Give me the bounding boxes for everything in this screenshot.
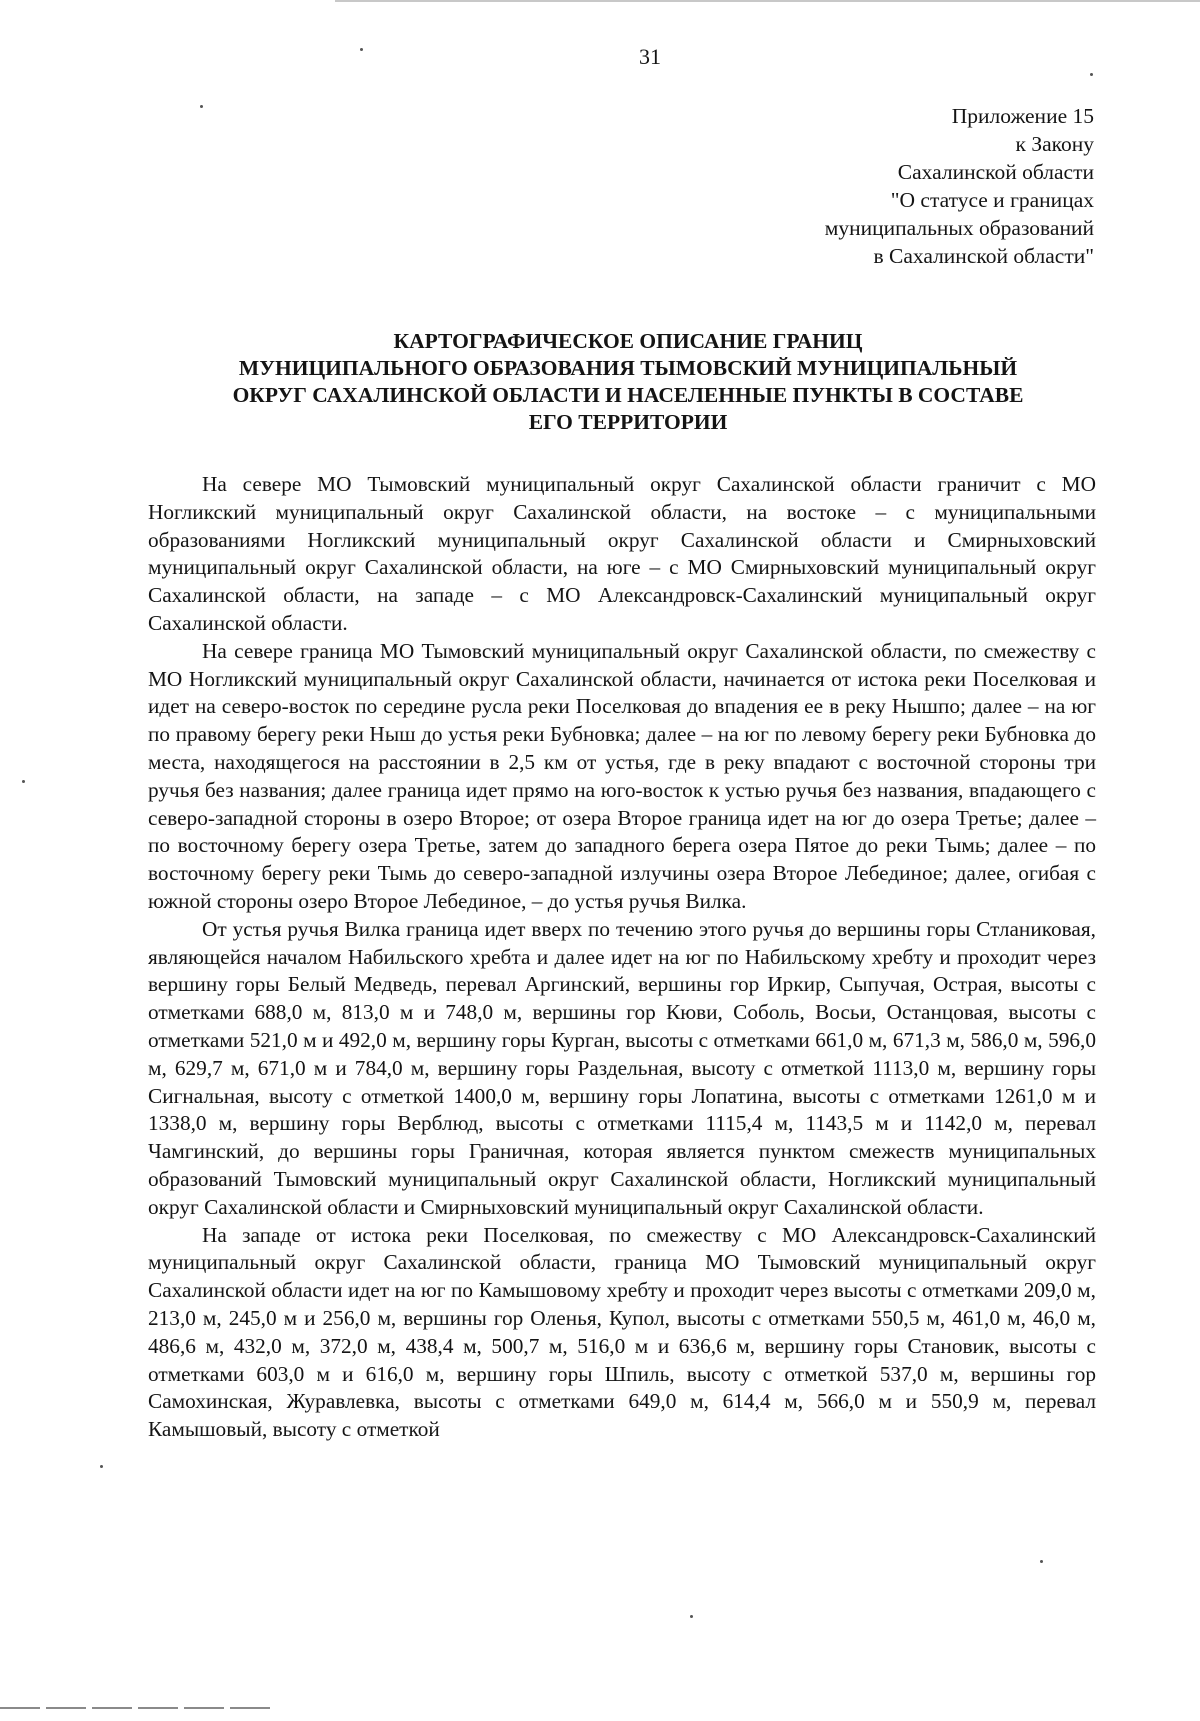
scan-speck [100,1465,103,1468]
paragraph-north-boundary: На севере граница МО Тымовский муниципальный округ Сахалинской области, по смежеству с МО Ногликский муниципальный округ Сахалинской области, начинается от истока реки Поселковая и идет на северо-восток по середине русла реки Поселковая до впадения ее в реку Нышпо; далее – на юг по правому берегу реки Ныш до устья реки Бубновка; далее – на юг по левому берегу реки Бубновка до места, находящегося на расстоянии в 2,5 км от устья, где в реку впадают с восточной стороны три ручья без названия; далее граница идет прямо на юго-восток к устью ручья без названия, впадающего с северо-западной стороны в озеро Второе; от озера Второе граница идет на юг до озера Третье; далее – по восточному берегу озера Третье, затем до западного берега озера Пятое до реки Тымь; далее – по восточному берегу реки Тымь до северо-западной излучины озера Второе Лебединое; далее, огибая с южной стороны озеро Второе Лебединое, – до устья ручья Вилка. [148,638,1096,913]
page-number: 31 [639,44,661,69]
paragraph-west-boundary: На западе от истока реки Поселковая, по смежеству с МО Александровск-Сахалинский муниципальный округ Сахалинской области, граница МО Тымовский муниципальный округ Сахалинской области идет на юг по Камышовому хребту и проходит через высоты с отметками 209,0 м, 213,0 м, 245,0 м и 256,0 м, вершины гор Оленья, Купол, высоты с отметками 550,5 м, 461,0 м, 46,0 м, 486,6 м, 432,0 м, 372,0 м, 438,4 м, 500,7 м, 516,0 м и 636,6 м, вершину горы Становик, высоты с отметками 603,0 м и 616,0 м, вершину горы Шпиль, высоту с отметкой 537,0 м, вершины гор Самохинская, Журавлевка, высоты с отметками 649,0 м, 614,4 м, 566,0 м и 550,9 м, перевал Камышовый, высоту с отметкой [148,1222,1096,1442]
appendix-reference [825,102,1094,270]
scan-artifact-bottom [0,1707,270,1709]
title-line: ЕГО ТЕРРИТОРИИ [528,410,728,434]
scan-speck [1040,1560,1043,1563]
scan-speck [360,48,363,51]
paragraph-neighbors: На севере МО Тымовский муниципальный округ Сахалинской области граничит с МО Ногликский муниципальный округ Сахалинской области, на востоке – с муниципальными образованиями Ногликский муниципальный округ Сахалинской области и Смирныховский муниципальный округ Сахалинской области, на юге – с МО Смирныховский муниципальный округ Сахалинской области, на западе – с МО Александровск-Сахалинский муниципальный округ Сахалинской области. [148,472,1096,635]
paragraph-east-boundary: От устья ручья Вилка граница идет вверх по течению этого ручья до вершины горы Стланиковая, являющейся началом Набильского хребта и далее идет на юг по Набильскому хребту и проходит через вершину горы Белый Медведь, перевал Аргинский, вершины гор Иркир, Сыпучая, Острая, высоты с отметками 688,0 м, 813,0 м и 748,0 м, вершины гор Кюви, Соболь, Восьи, Останцовая, высоты с отметками 521,0 м и 492,0 м, вершину горы Курган, высоты с отметками 661,0 м, 671,3 м, 586,0 м, 596,0 м, 629,7 м, 671,0 м и 784,0 м, вершину горы Раздельная, высоту с отметкой 1113,0 м, вершину горы Сигнальная, высоту с отметкой 1400,0 м, вершину горы Лопатина, высоты с отметками 1261,0 м и 1338,0 м, вершину горы Верблюд, высоты с отметками 1115,4 м, 1143,5 м и 1142,0 м, перевал Чамгинский, до вершины горы Граничная, которая является пунктом смежеств муниципальных образований Тымовский муниципальный округ Сахалинской области, Ногликский муниципальный округ Сахалинской области и Смирныховский муниципальный округ Сахалинской области. [148,916,1096,1219]
appendix-line: муниципальных образований [824,216,1094,240]
appendix-line: "О статусе и границах [890,188,1094,212]
scan-artifact-top [335,0,1200,2]
scan-speck [690,1615,693,1618]
appendix-line: Сахалинской области [897,160,1094,184]
appendix-line: Приложение 15 [951,104,1094,128]
appendix-line: к Закону [1015,132,1094,156]
title-line: КАРТОГРАФИЧЕСКОЕ ОПИСАНИЕ ГРАНИЦ [393,329,863,353]
document-body [148,471,1096,1444]
title-line: ОКРУГ САХАЛИНСКОЙ ОБЛАСТИ И НАСЕЛЕННЫЕ ПУНКТЫ В СОСТАВЕ [232,383,1024,407]
scan-speck [22,780,25,783]
document-title [148,328,1108,436]
scan-speck [200,105,203,108]
scan-speck [1090,73,1093,76]
appendix-line: в Сахалинской области" [873,244,1094,268]
title-line: МУНИЦИПАЛЬНОГО ОБРАЗОВАНИЯ ТЫМОВСКИЙ МУНИЦИПАЛЬНЫЙ [238,356,1018,380]
